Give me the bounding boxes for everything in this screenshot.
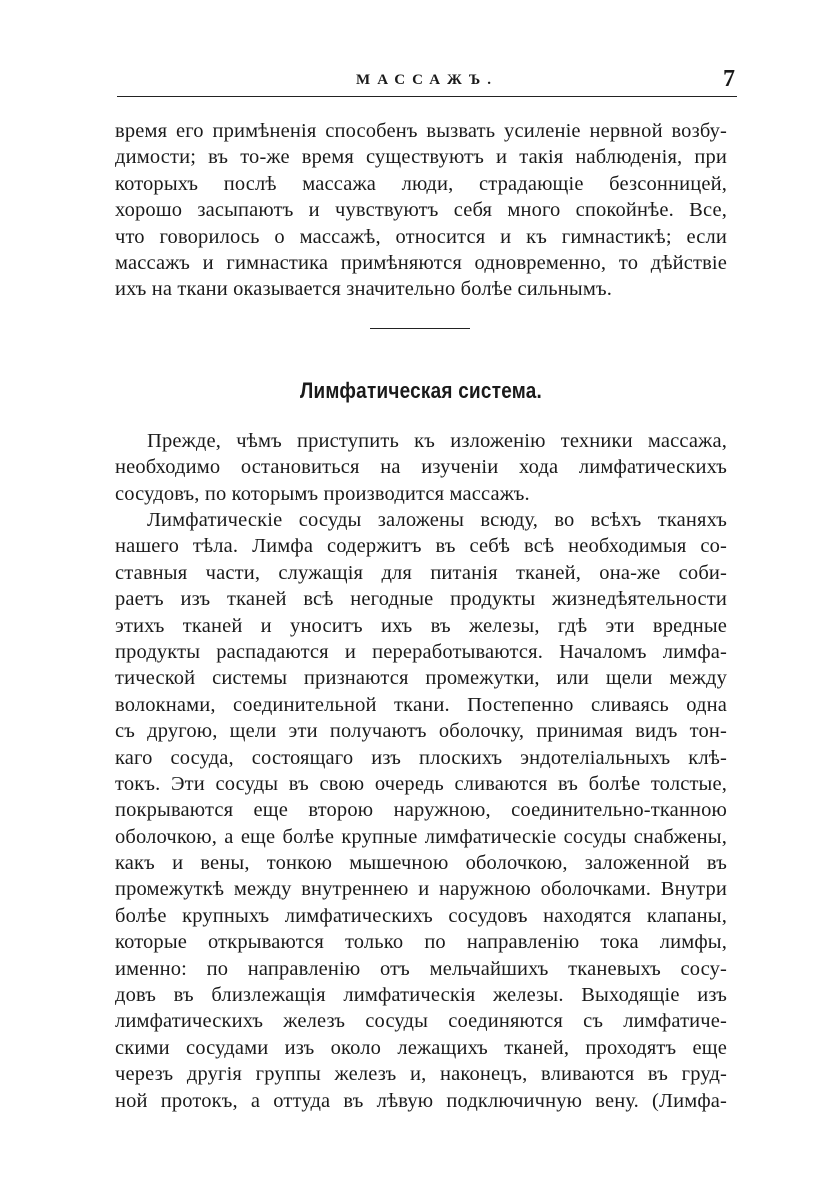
paragraph-lymph-vessels — [115, 507, 727, 1114]
top-paragraph — [115, 118, 727, 303]
page-header — [117, 62, 737, 97]
text-line: каго сосуда, состоящаго изъ плоскихъ эндотеліальныхъ клѣ- — [115, 746, 727, 769]
text-line: волокнами, соединительной ткани. Постепенно сливаясь одна — [115, 693, 727, 716]
text-line: ихъ на ткани оказывается значительно болѣе сильнымъ. — [115, 278, 612, 301]
section-divider — [370, 328, 470, 329]
text-line: ставныя части, служащія для питанія тканей, она-же соби- — [115, 561, 727, 584]
text-line: съ другою, щели эти получаютъ оболочку, принимая видъ тон- — [115, 720, 727, 743]
text-line: ной протокъ, а оттуда въ лѣвую подключичную вену. (Лимфа- — [115, 1089, 727, 1112]
text-line: необходимо остановиться на изученіи хода лимфатическихъ — [115, 456, 727, 479]
text-line: какъ и вены, тонкою мышечною оболочкою, заложенной въ — [115, 852, 727, 875]
text-line: димости; въ то-же время существуютъ и такія наблюденія, при — [115, 146, 727, 169]
text-line: сосудовъ, по которымъ производится массажъ. — [115, 482, 530, 505]
text-line: покрываются еще второю наружною, соединительно-тканною — [115, 799, 727, 822]
text-line: болѣе крупныхъ лимфатическихъ сосудовъ находятся клапаны, — [115, 904, 727, 927]
text-line: Лимфатическіе сосуды заложены всюду, во всѣхъ тканяхъ — [147, 509, 727, 531]
text-line: именно: по направленію отъ мельчайшихъ тканевыхъ сосу- — [115, 957, 727, 980]
page-number: 7 — [723, 66, 735, 92]
text-line: время его примѣненія способенъ вызвать усиленіе нервной возбу- — [115, 120, 727, 142]
text-line: скими сосудами изъ около лежащихъ тканей, проходятъ еще — [115, 1036, 727, 1059]
text-line: продукты распадаются и переработываются. Началомъ лимфа- — [115, 640, 727, 663]
text-line: черезъ другія группы железъ и, наконецъ, вливаются въ груд- — [115, 1063, 727, 1086]
text-line: токъ. Эти сосуды въ свою очередь сливаются въ болѣе толстые, — [115, 772, 727, 795]
text-line: лимфатическихъ железъ сосуды соединяются съ лимфатиче- — [115, 1010, 727, 1033]
section-title: Лимфатическая система. — [299, 378, 543, 403]
text-line: этихъ тканей и уноситъ ихъ въ железы, гдѣ эти вредные — [115, 614, 727, 637]
text-line: промежуткѣ между внутреннею и наружною оболочками. Внутри — [115, 878, 727, 901]
text-line: раетъ изъ тканей всѣ негодные продукты жизнедѣятельности — [115, 588, 727, 611]
text-line: тической системы признаются промежутки, или щели между — [115, 667, 727, 690]
running-title: МАССАЖЪ. — [356, 72, 498, 88]
paragraph-intro — [115, 428, 727, 507]
text-line: которыхъ послѣ массажа люди, страдающіе безсонницей, — [115, 172, 727, 195]
text-line: нашего тѣла. Лимфа содержитъ въ себѣ всѣ необходимыя со- — [115, 535, 727, 558]
text-line: довъ въ близлежащія лимфатическія железы. Выходящіе изъ — [115, 984, 727, 1007]
text-line: Прежде, чѣмъ приступить къ изложенію техники массажа, — [147, 430, 727, 452]
text-line: массажъ и гимнастика примѣняются одновременно, то дѣйствіе — [115, 251, 727, 274]
text-line: что говорилось о массажѣ, относится и къ гимнастикѣ; если — [115, 225, 727, 248]
text-line: оболочкою, а еще болѣе крупные лимфатическіе сосуды снабжены, — [115, 825, 727, 848]
text-line: хорошо засыпаютъ и чувствуютъ себя много спокойнѣе. Все, — [115, 199, 727, 222]
text-line: которые открываются только по направленію тока лимфы, — [115, 931, 727, 954]
